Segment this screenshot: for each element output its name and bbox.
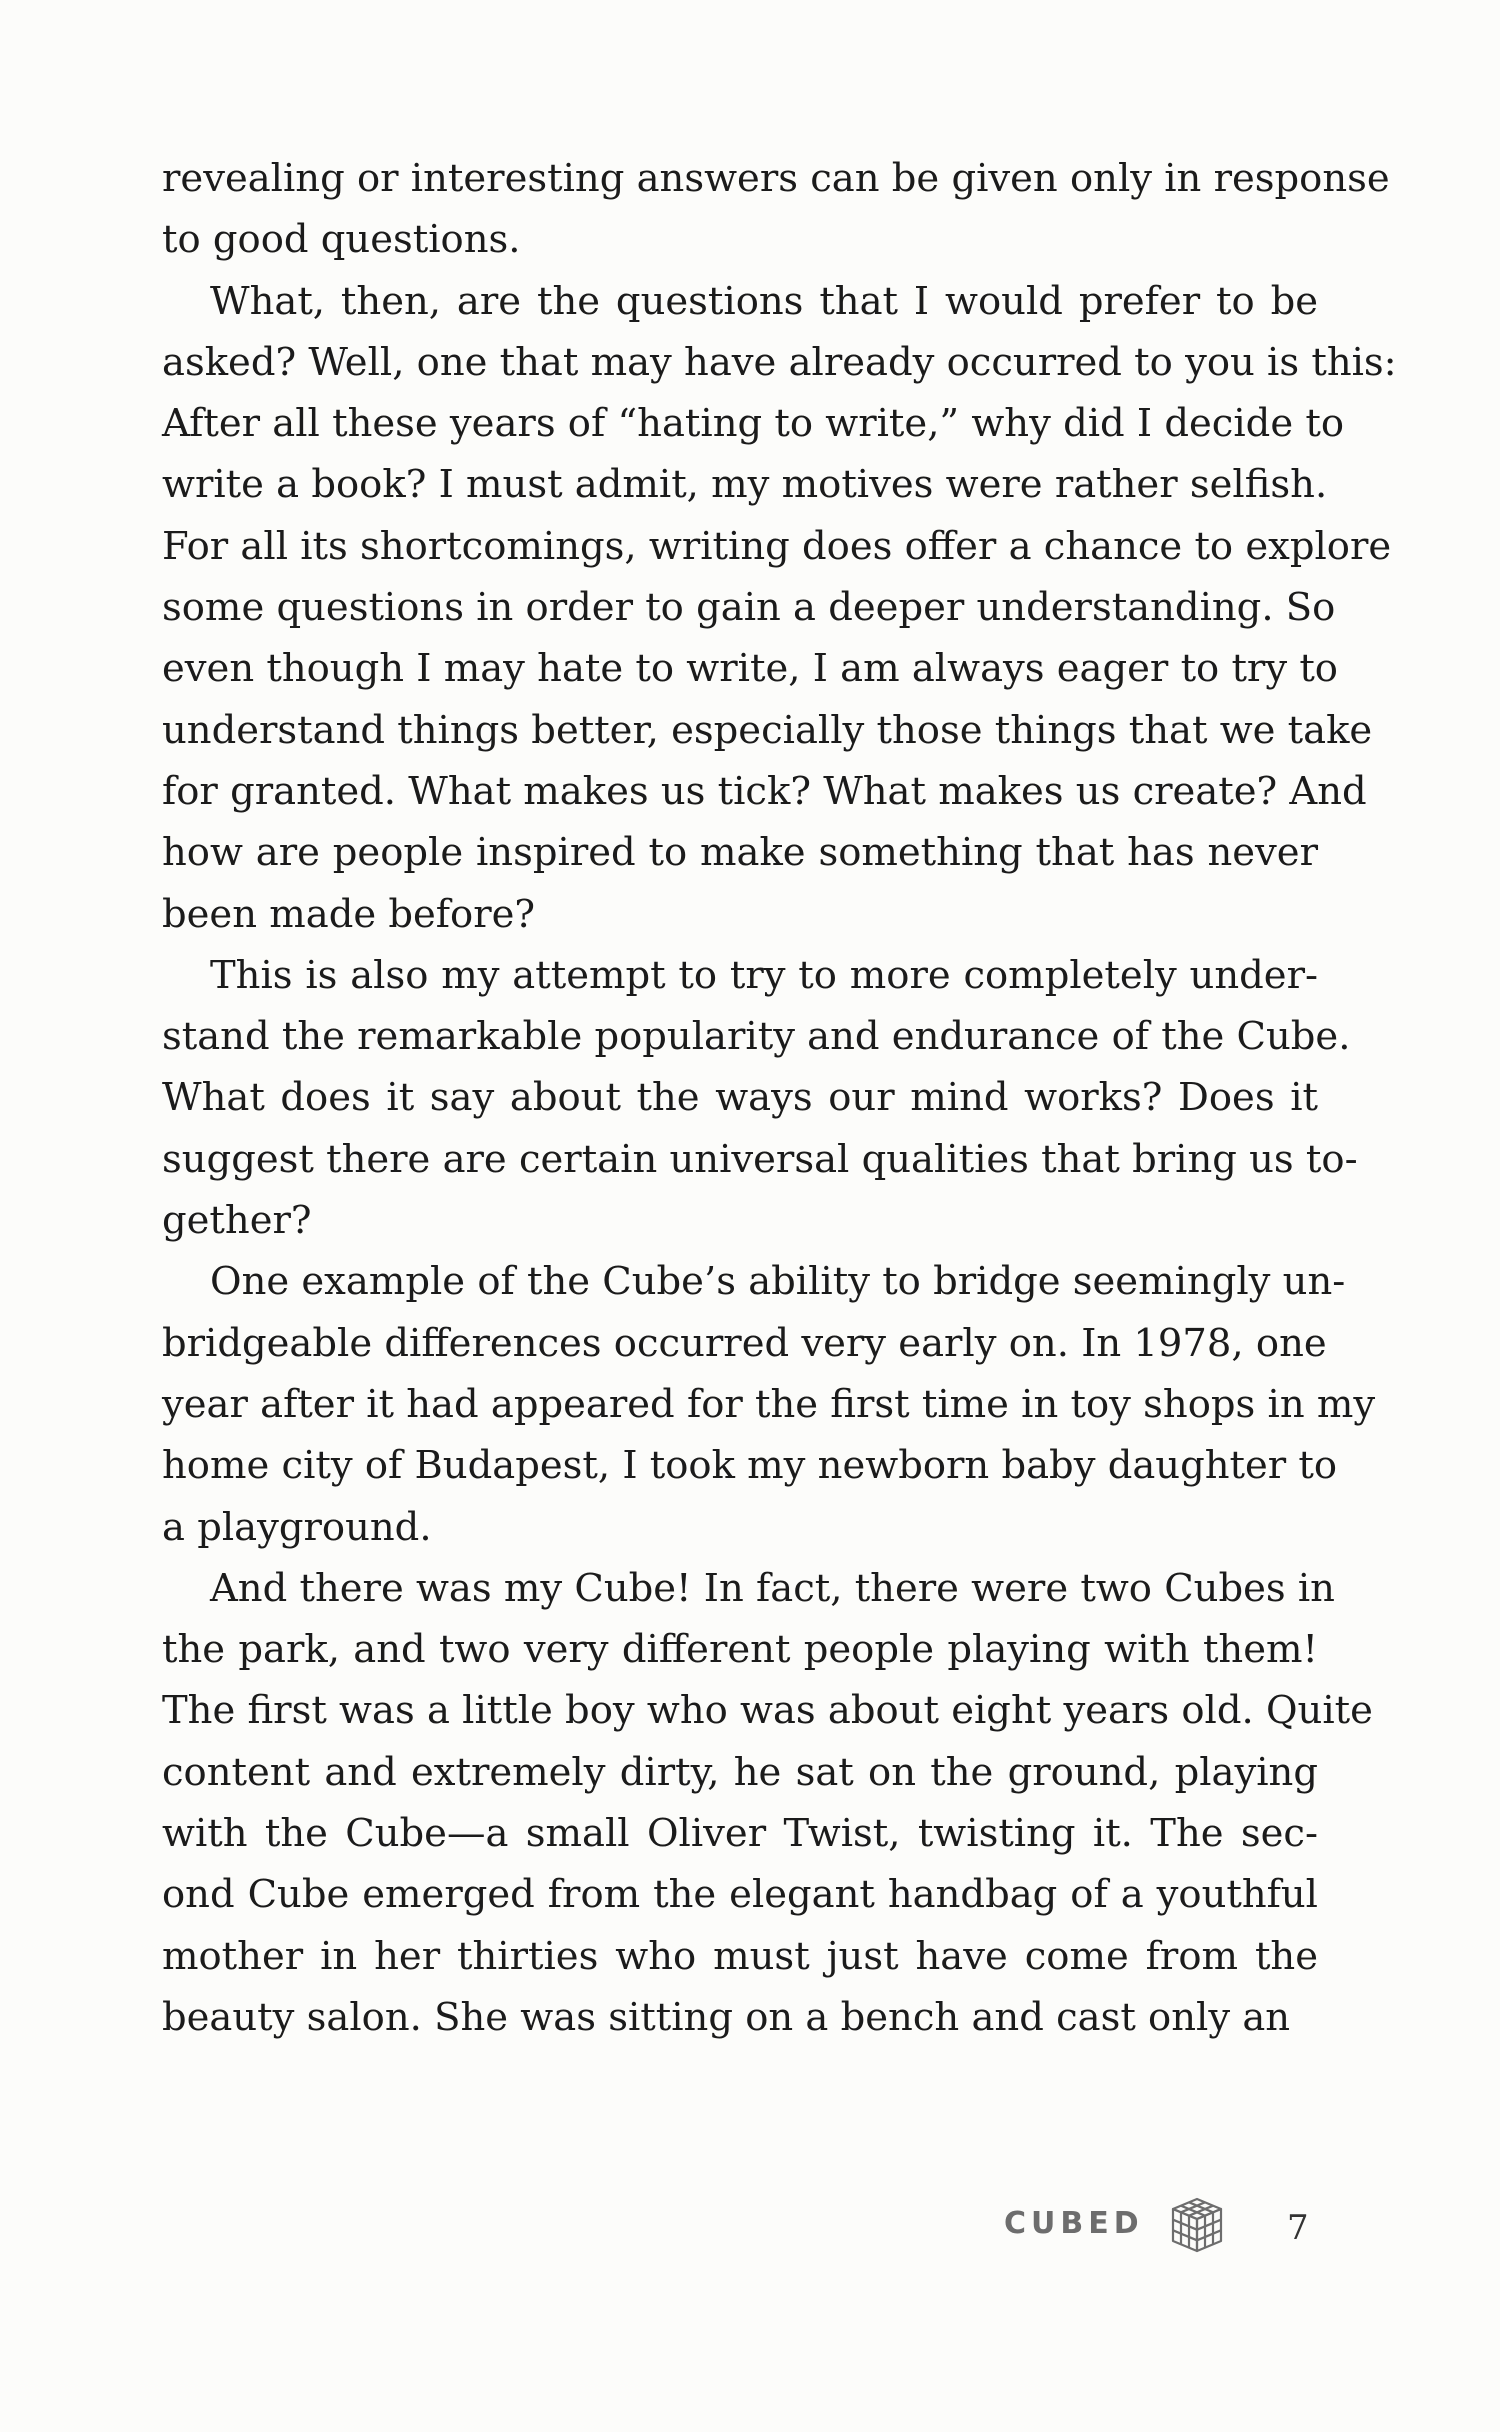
text-line: revealing or interesting answers can be given only in response <box>162 156 1390 201</box>
text-line: the park, and two very different people playing with them! <box>162 1627 1318 1673</box>
text-line: some questions in order to gain a deeper understanding. So <box>162 585 1336 631</box>
text-line: to good questions. <box>162 217 521 263</box>
text-line: The first was a little boy who was about eight years old. Quite <box>162 1688 1373 1734</box>
text-line: gether? <box>162 1198 312 1244</box>
text-line: a playground. <box>162 1504 432 1550</box>
text-line: content and extremely dirty, he sat on the ground, playing <box>162 1749 1318 1795</box>
text-line: ond Cube emerged from the elegant handbag of a youthful <box>162 1872 1318 1918</box>
text-line: bridgeable differences occurred very early on. In 1978, one <box>162 1320 1327 1366</box>
paragraph <box>162 1251 1376 1557</box>
paragraph <box>162 1558 1373 2048</box>
text-line: One example of the Cube’s ability to bridge seemingly un- <box>210 1259 1346 1305</box>
text-line: asked? Well, one that may have already occurred to you is this: <box>162 339 1397 385</box>
text-line: What, then, are the questions that I would prefer to be <box>210 278 1318 324</box>
body-text <box>162 148 1397 2048</box>
text-line: understand things better, especially those things that we take <box>162 707 1373 753</box>
text-line: been made before? <box>162 891 536 937</box>
rubiks-cube-icon <box>1168 2196 1226 2254</box>
text-line: year after it had appeared for the first time in toy shops in my <box>162 1381 1376 1427</box>
text-line: home city of Budapest, I took my newborn baby daughter to <box>162 1443 1338 1489</box>
text-line: And there was my Cube! In fact, there were two Cubes in <box>210 1565 1335 1611</box>
page-footer <box>1000 2196 1320 2256</box>
paragraph <box>162 945 1358 1251</box>
text-line: even though I may hate to write, I am always eager to try to <box>162 646 1338 692</box>
text-line: For all its shortcomings, writing does offer a chance to explore <box>162 523 1392 569</box>
running-title: CUBED <box>1004 2206 1144 2241</box>
text-line: suggest there are certain universal qualities that bring us to- <box>162 1136 1358 1182</box>
text-line: beauty salon. She was sitting on a bench and cast only an <box>162 1994 1291 2040</box>
text-line: write a book? I must admit, my motives were rather selfish. <box>162 462 1328 508</box>
paragraph <box>162 148 1390 271</box>
text-line: After all these years of “hating to write,” why did I decide to <box>162 401 1344 447</box>
paragraph <box>162 271 1397 945</box>
text-line: how are people inspired to make something that has never <box>162 830 1318 876</box>
text-line: mother in her thirties who must just have come from the <box>162 1933 1318 1979</box>
page-number: 7 <box>1287 2208 1309 2248</box>
text-line: What does it say about the ways our mind works? Does it <box>162 1075 1318 1121</box>
text-line: This is also my attempt to try to more completely under- <box>210 952 1318 998</box>
text-line: stand the remarkable popularity and endurance of the Cube. <box>162 1014 1351 1060</box>
text-line: with the Cube—a small Oliver Twist, twisting it. The sec- <box>162 1811 1318 1857</box>
text-line: for granted. What makes us tick? What makes us create? And <box>162 768 1367 814</box>
